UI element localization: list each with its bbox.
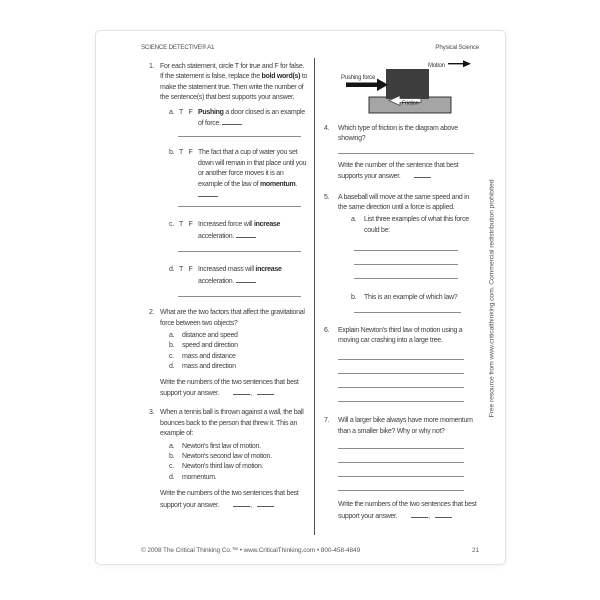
prompt-text: Write the number of the sentence that best supports your answer. xyxy=(338,161,459,181)
option-c[interactable] xyxy=(169,462,309,472)
question-5b xyxy=(351,293,479,303)
page-footer xyxy=(141,547,479,554)
option-letter: b. xyxy=(169,452,175,460)
answer-line[interactable] xyxy=(338,373,464,374)
option-d[interactable] xyxy=(169,362,309,372)
friction-label: Friction xyxy=(402,100,419,107)
answer-line[interactable] xyxy=(338,476,464,477)
option-letter: c. xyxy=(169,352,174,360)
question-number: 3. xyxy=(149,409,155,417)
subquestion-letter: a. xyxy=(351,216,357,224)
question-number: 5. xyxy=(324,193,330,201)
option-text: Newton's second law of motion. xyxy=(182,452,272,460)
header-section-title: Physical Science xyxy=(435,44,479,51)
answer-line[interactable] xyxy=(338,387,464,388)
option-text: Newton's third law of motion. xyxy=(182,463,264,471)
answer-blank[interactable] xyxy=(233,388,250,395)
prompt-text: Write the numbers of the two sentences that best support your answer. xyxy=(160,490,299,509)
true-option[interactable]: T xyxy=(179,149,183,157)
right-column xyxy=(324,59,479,522)
comma: , xyxy=(428,512,430,520)
question-text: When a tennis ball is thrown against a wall, the ball bounces back to the person that threw it. This an example of: xyxy=(160,409,304,438)
write-prompt-q7 xyxy=(338,500,479,522)
answer-blank[interactable] xyxy=(233,500,250,507)
subquestion-text: This is an example of which law? xyxy=(364,294,458,302)
question-text: What are the two factors that affect the gravitational force between two objects? xyxy=(160,309,305,327)
answer-line[interactable] xyxy=(178,206,301,207)
answer-line[interactable] xyxy=(338,448,464,449)
answer-line[interactable] xyxy=(178,296,301,297)
write-prompt-q4 xyxy=(338,161,479,183)
option-text: mass and direction xyxy=(182,363,236,371)
side-note: Free resource from www.criticalthinking.com. Commercial redistribution prohibited xyxy=(488,179,496,418)
statement-text: Increased force will increase acceleration. xyxy=(198,221,281,240)
comma: , xyxy=(250,389,252,397)
comma: , xyxy=(250,501,252,509)
true-option[interactable]: T xyxy=(179,108,183,116)
option-text: mass and distance xyxy=(182,352,236,360)
worksheet-page xyxy=(95,30,506,565)
answer-line[interactable] xyxy=(178,136,301,137)
question-text: For each statement, circle T for true and F for false. If the statement is false, replace the bold word(s) to make the statement true. Then write the number of the sentence(s) that best supports your answer. xyxy=(160,63,308,102)
question-4 xyxy=(324,124,479,145)
answer-line[interactable] xyxy=(338,153,474,154)
question-text: Explain Newton's third law of motion using a moving car crashing into a large tree. xyxy=(338,326,463,345)
answer-line[interactable] xyxy=(354,312,461,313)
false-option[interactable]: F xyxy=(188,266,193,274)
answer-line[interactable] xyxy=(338,359,464,360)
option-letter: c. xyxy=(169,463,174,471)
question-number: 1. xyxy=(149,63,155,70)
statement-text: Pushing a door closed is an example of force. xyxy=(198,108,305,128)
option-a[interactable] xyxy=(169,331,309,341)
question-1 xyxy=(149,62,309,104)
option-letter: d. xyxy=(169,363,175,371)
question-text: Which type of friction is the diagram above showing? xyxy=(338,125,458,143)
question-2 xyxy=(149,308,309,329)
statement-letter: a. xyxy=(169,108,175,116)
friction-diagram-svg xyxy=(336,59,476,116)
false-option[interactable]: F xyxy=(188,108,193,116)
statement-text: The fact that a cup of water you set down will remain in that place until you or another force moves it is an example of the law of momentum. xyxy=(198,148,309,201)
statement-1d xyxy=(169,265,309,287)
answer-line[interactable] xyxy=(338,490,464,491)
question-5 xyxy=(324,193,479,214)
motion-label: Motion xyxy=(428,63,445,69)
answer-blank[interactable] xyxy=(257,500,274,507)
statement-1c xyxy=(169,220,309,242)
option-text: distance and speed xyxy=(182,331,238,339)
question-number: 2. xyxy=(149,309,155,317)
option-b[interactable] xyxy=(169,341,309,351)
question-3-options xyxy=(149,442,309,484)
answer-blank[interactable] xyxy=(236,276,256,283)
prompt-text: Write the numbers of the two sentences that best support your answer. xyxy=(160,378,299,397)
question-text: A baseball will move at the same speed and in the same direction until a force is applied. xyxy=(338,193,469,212)
question-3 xyxy=(149,408,309,439)
option-text: speed and direction xyxy=(182,342,238,350)
answer-line[interactable] xyxy=(354,264,458,265)
statement-1a xyxy=(169,108,309,130)
write-prompt-q3 xyxy=(160,489,309,511)
answer-blank[interactable] xyxy=(222,118,242,125)
option-letter: d. xyxy=(169,473,175,481)
statement-letter: c. xyxy=(169,221,174,229)
page-header xyxy=(141,44,479,51)
false-option[interactable]: F xyxy=(188,221,193,229)
pushing-force-label: Pushing force xyxy=(341,75,376,81)
option-text: momentum. xyxy=(182,473,217,481)
question-2-options xyxy=(149,331,309,373)
false-option[interactable]: F xyxy=(188,149,193,157)
answer-line[interactable] xyxy=(338,462,464,463)
footer-copyright: © 2008 The Critical Thinking Co.™ • www.CriticalThinking.com • 800-458-4849 xyxy=(141,547,361,554)
answer-blank[interactable] xyxy=(236,231,256,238)
question-number: 6. xyxy=(324,326,330,334)
option-a[interactable] xyxy=(169,442,309,452)
answer-line[interactable] xyxy=(178,251,301,252)
statement-letter: b. xyxy=(169,149,175,157)
answer-blank[interactable] xyxy=(198,190,218,197)
statement-letter: d. xyxy=(169,266,175,274)
prompt-text: Write the numbers of the two sentences that best support your answer. xyxy=(338,501,477,520)
option-text: Newton's first law of motion. xyxy=(182,442,261,450)
option-letter: b. xyxy=(169,342,175,350)
object-box xyxy=(386,69,429,99)
friction-diagram xyxy=(336,59,476,116)
true-option[interactable]: T xyxy=(179,266,183,274)
answer-blank[interactable] xyxy=(257,388,274,395)
question-6 xyxy=(324,326,479,347)
page-number: 21 xyxy=(471,547,479,554)
option-d[interactable] xyxy=(169,473,309,483)
option-letter: a. xyxy=(169,331,175,339)
answer-line[interactable] xyxy=(354,250,458,251)
answer-blank[interactable] xyxy=(414,171,431,178)
question-number: 4. xyxy=(324,125,330,132)
question-text: Will a larger bike always have more momentum than a smaller bike? Why or why not? xyxy=(338,417,473,435)
subquestion-text: List three examples of what this force could be: xyxy=(364,216,469,234)
option-letter: a. xyxy=(169,442,175,450)
motion-arrow xyxy=(448,60,471,67)
answer-line[interactable] xyxy=(354,278,458,279)
answer-blank[interactable] xyxy=(435,511,452,518)
header-book-title: SCIENCE DETECTIVE® A1 xyxy=(141,44,215,51)
answer-line[interactable] xyxy=(338,401,464,402)
answer-blank[interactable] xyxy=(411,511,428,518)
statement-text: Increased mass will increase acceleration. xyxy=(198,266,282,285)
option-c[interactable] xyxy=(169,352,309,362)
question-5a xyxy=(351,215,479,236)
question-number: 7. xyxy=(324,417,330,425)
question-7 xyxy=(324,416,479,437)
left-column xyxy=(149,62,309,511)
write-prompt-q2 xyxy=(160,378,309,400)
subquestion-letter: b. xyxy=(351,294,357,302)
column-divider xyxy=(314,58,315,535)
true-option[interactable]: T xyxy=(179,221,183,229)
statement-1b xyxy=(169,148,309,201)
option-b[interactable] xyxy=(169,452,309,462)
